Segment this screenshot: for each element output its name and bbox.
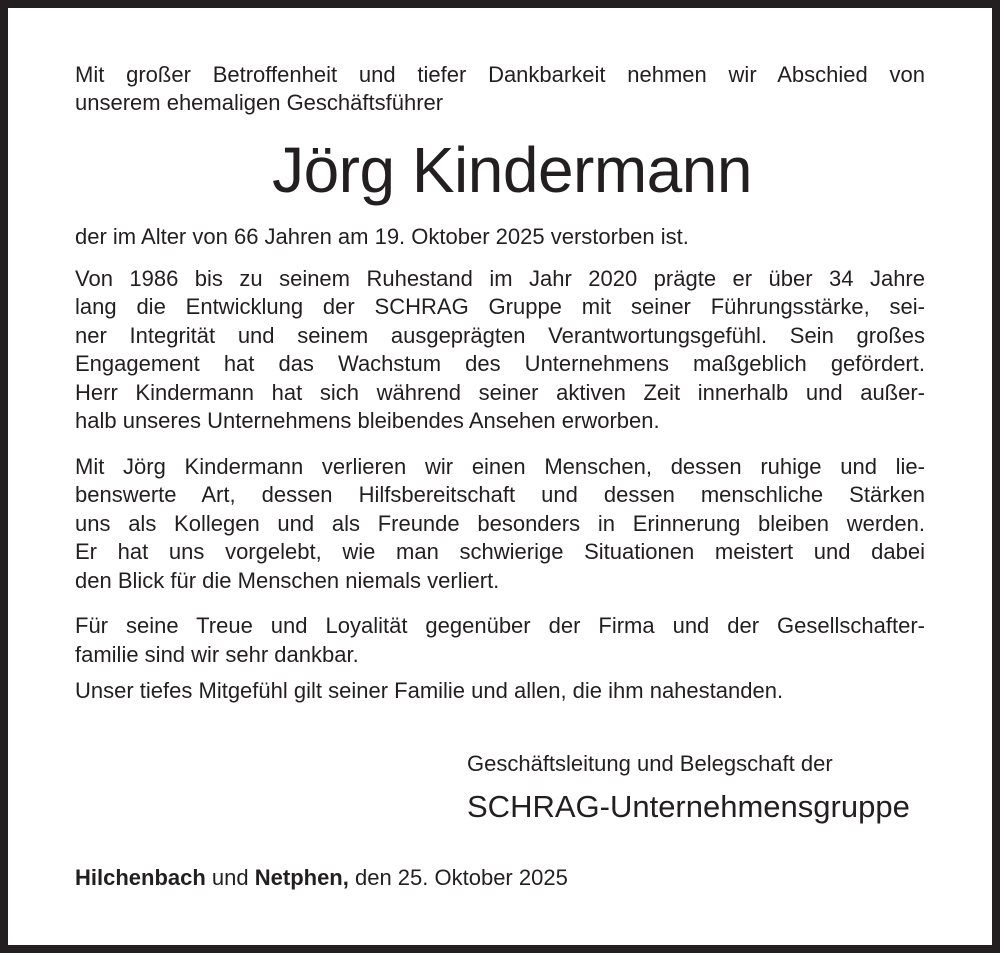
death-line: der im Alter von 66 Jahren am 19. Oktober 2025 verstorben ist. bbox=[75, 224, 689, 249]
place-connector: und bbox=[205, 865, 255, 890]
place-date-line bbox=[75, 867, 568, 889]
intro-line: unserem ehemaligen Geschäftsführer bbox=[75, 90, 444, 115]
place-hilchenbach: Hilchenbach bbox=[75, 865, 206, 890]
place-netphen: Netphen, bbox=[254, 865, 349, 890]
paragraph-line: den Blick für die Menschen niemals verliert. bbox=[75, 568, 500, 593]
paragraph-line: Für seine Treue und Loyalität gegenüber der Firma und der Gesellschafter- bbox=[75, 613, 925, 638]
paragraph-line: halb unseres Unternehmens bleibendes Ansehen erworben. bbox=[75, 408, 660, 433]
paragraph-line: Herr Kindermann hat sich während seiner aktiven Zeit innerhalb und außer- bbox=[75, 380, 925, 405]
notice-date: den 25. Oktober 2025 bbox=[348, 865, 568, 890]
paragraph-line: uns als Kollegen und als Freunde besonders in Erinnerung bleiben werden. bbox=[75, 511, 925, 536]
paragraph-line: Engagement hat das Wachstum des Unternehmens maßgeblich gefördert. bbox=[75, 351, 925, 376]
paragraph-line: benswerte Art, dessen Hilfsbereitschaft und dessen menschliche Stärken bbox=[75, 482, 925, 507]
paragraph-line: Von 1986 bis zu seinem Ruhestand im Jahr 2020 prägte er über 34 Jahre bbox=[75, 266, 925, 291]
paragraph-line: Unser tiefes Mitgefühl gilt seiner Familie und allen, die ihm nahestanden. bbox=[75, 678, 784, 703]
intro-line: Mit großer Betroffenheit und tiefer Dankbarkeit nehmen wir Abschied von bbox=[75, 62, 925, 87]
paragraph-line: ner Integrität und seinem ausgeprägten Verantwortungsgefühl. Sein großes bbox=[75, 323, 925, 348]
paragraph-line: Er hat uns vorgelebt, wie man schwierige Situationen meistert und dabei bbox=[75, 539, 925, 564]
signature-company: SCHRAG-Unternehmensgruppe bbox=[467, 789, 910, 824]
signature-line-1: Geschäftsleitung und Belegschaft der bbox=[467, 751, 833, 776]
deceased-name: Jörg Kindermann bbox=[272, 134, 752, 206]
paragraph-line: Mit Jörg Kindermann verlieren wir einen Menschen, dessen ruhige und lie- bbox=[75, 454, 925, 479]
paragraph-line: familie sind wir sehr dankbar. bbox=[75, 642, 359, 667]
paragraph-line: lang die Entwicklung der SCHRAG Gruppe mit seiner Führungsstärke, sei- bbox=[75, 294, 925, 319]
